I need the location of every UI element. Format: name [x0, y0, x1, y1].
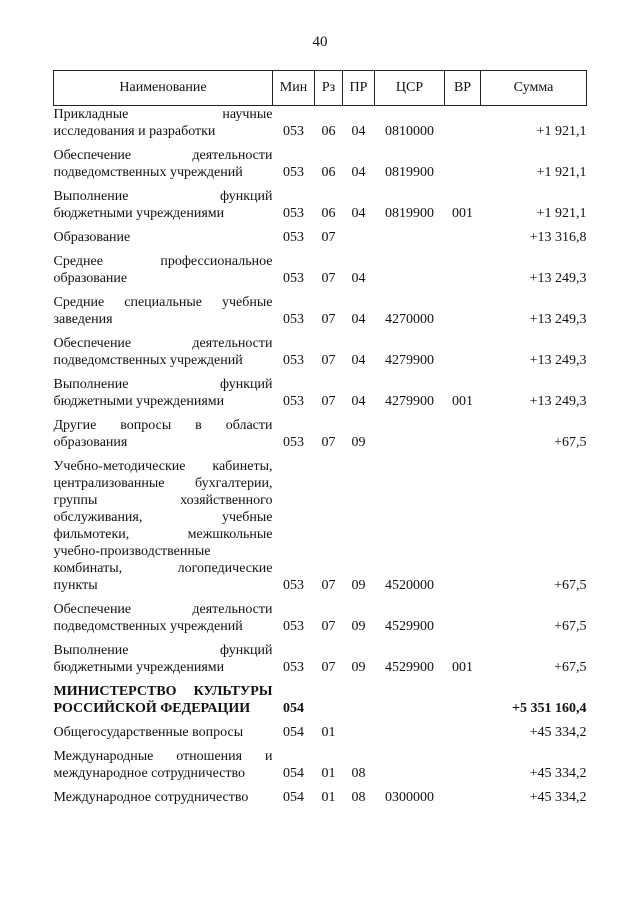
row-vr [445, 458, 481, 601]
row-name [54, 253, 273, 294]
row-csr: 4279900 [385, 353, 434, 368]
header-min: Мин [273, 71, 315, 106]
row-name-line: заведения [53, 312, 113, 327]
row-sum: +45 334,2 [529, 766, 587, 781]
row-name-line: образование [53, 271, 128, 286]
row-vr: 001 [452, 206, 473, 221]
row-vr [445, 335, 481, 376]
row-pr [343, 229, 375, 253]
row-name [54, 458, 273, 601]
row-vr [445, 294, 481, 335]
row-name [54, 724, 273, 748]
row-csr: 4270000 [385, 312, 434, 327]
table-row [54, 106, 587, 148]
row-min: 053 [283, 271, 304, 286]
row-sum: +13 249,3 [529, 271, 587, 286]
row-rz: 01 [321, 725, 336, 740]
row-name [54, 376, 273, 417]
row-rz: 07 [321, 660, 336, 675]
header-name: Наименование [54, 71, 273, 106]
row-name-line: международное сотрудничество [53, 766, 245, 781]
table-row [54, 642, 587, 683]
row-csr: 0819900 [385, 165, 434, 180]
table-header-row [54, 71, 587, 106]
row-sum: +67,5 [554, 619, 587, 634]
row-pr: 04 [351, 312, 366, 327]
row-name-line: централизованные бухгалтерии, [53, 476, 273, 491]
row-rz: 07 [321, 230, 336, 245]
row-pr [343, 724, 375, 748]
row-vr [445, 147, 481, 188]
row-min: 053 [283, 165, 304, 180]
row-pr: 09 [351, 660, 366, 675]
table-row [54, 335, 587, 376]
row-csr: 0819900 [385, 206, 434, 221]
row-sum: +13 316,8 [529, 230, 587, 245]
row-csr [375, 724, 445, 748]
row-name [54, 229, 273, 253]
row-pr: 04 [351, 394, 366, 409]
row-name-line: Другие вопросы в области [53, 418, 273, 433]
table-row [54, 601, 587, 642]
row-pr: 04 [351, 353, 366, 368]
row-name-line: Обеспечение деятельности [53, 336, 273, 351]
row-name-line: подведомственных учреждений [53, 619, 243, 634]
row-sum: +45 334,2 [529, 790, 587, 805]
row-name-line: Выполнение функций [53, 189, 273, 204]
row-name-line: Обеспечение деятельности [53, 148, 273, 163]
row-rz: 07 [321, 353, 336, 368]
table-row [54, 789, 587, 813]
row-name-line: МИНИСТЕРСТВО КУЛЬТУРЫ [53, 684, 273, 699]
row-sum: +67,5 [554, 660, 587, 675]
row-rz: 06 [321, 124, 336, 139]
row-pr: 09 [351, 578, 366, 593]
row-name-line: бюджетными учреждениями [53, 660, 225, 675]
row-vr [445, 724, 481, 748]
row-vr [445, 601, 481, 642]
table-row [54, 188, 587, 229]
row-name-line: группы хозяйственного [53, 493, 273, 508]
table-row [54, 724, 587, 748]
row-name-line: исследования и разработки [53, 124, 216, 139]
row-rz: 07 [321, 312, 336, 327]
row-vr: 001 [452, 660, 473, 675]
row-sum: +5 351 160,4 [512, 701, 587, 716]
row-csr [375, 683, 445, 724]
row-name-line: пункты [53, 578, 98, 593]
row-name-line: обслуживания, учебные [53, 510, 273, 525]
row-pr: 04 [351, 271, 366, 286]
row-min: 053 [283, 660, 304, 675]
header-pr: ПР [343, 71, 375, 106]
row-pr: 04 [351, 206, 366, 221]
row-sum: +1 921,1 [536, 165, 587, 180]
table-body [54, 106, 587, 814]
header-sum: Сумма [481, 71, 587, 106]
row-name-line: бюджетными учреждениями [53, 206, 225, 221]
row-csr: 0300000 [385, 790, 434, 805]
row-name-line: Выполнение функций [53, 643, 273, 658]
row-csr: 4529900 [385, 660, 434, 675]
budget-table [53, 70, 587, 813]
row-csr: 0810000 [385, 124, 434, 139]
table-row [54, 147, 587, 188]
row-vr [445, 417, 481, 458]
row-name-line: Прикладные научные [53, 107, 273, 122]
row-vr [445, 253, 481, 294]
table-row [54, 683, 587, 724]
row-csr [375, 417, 445, 458]
table-row [54, 376, 587, 417]
row-sum: +67,5 [554, 435, 587, 450]
row-name-line: подведомственных учреждений [53, 165, 243, 180]
row-rz: 06 [321, 206, 336, 221]
row-min: 053 [283, 394, 304, 409]
row-name-line: Общегосударственные вопросы [53, 725, 244, 740]
row-pr: 08 [351, 766, 366, 781]
row-sum: +45 334,2 [529, 725, 587, 740]
row-pr [343, 683, 375, 724]
row-pr: 04 [351, 165, 366, 180]
row-name [54, 188, 273, 229]
row-csr: 4529900 [385, 619, 434, 634]
row-rz: 07 [321, 435, 336, 450]
row-name-line: Международное сотрудничество [53, 790, 249, 805]
row-name [54, 335, 273, 376]
row-name [54, 789, 273, 813]
row-min: 053 [283, 578, 304, 593]
row-name-line: комбинаты, логопедические [53, 561, 273, 576]
row-min: 054 [283, 766, 304, 781]
header-vr: ВР [445, 71, 481, 106]
row-name-line: образования [53, 435, 128, 450]
row-name-line: бюджетными учреждениями [53, 394, 225, 409]
row-name [54, 147, 273, 188]
row-min: 054 [283, 725, 304, 740]
row-min: 053 [283, 353, 304, 368]
row-csr: 4520000 [385, 578, 434, 593]
row-sum: +67,5 [554, 578, 587, 593]
page-number: 40 [312, 34, 328, 50]
row-name-line: Образование [53, 230, 131, 245]
row-min: 053 [283, 619, 304, 634]
row-rz: 07 [321, 619, 336, 634]
row-min: 053 [283, 312, 304, 327]
row-rz: 07 [321, 271, 336, 286]
row-vr [445, 229, 481, 253]
row-rz: 01 [321, 790, 336, 805]
table-row [54, 748, 587, 789]
row-rz: 06 [321, 165, 336, 180]
row-name [54, 106, 273, 148]
row-name [54, 601, 273, 642]
row-name-line: фильмотеки, межшкольные [53, 527, 273, 542]
table-row [54, 458, 587, 601]
row-sum: +13 249,3 [529, 394, 587, 409]
row-sum: +1 921,1 [536, 206, 587, 221]
row-min: 053 [283, 435, 304, 450]
row-name-line: РОССИЙСКОЙ ФЕДЕРАЦИИ [53, 701, 251, 716]
row-min: 053 [283, 230, 304, 245]
row-vr [445, 106, 481, 148]
row-vr [445, 748, 481, 789]
table-row [54, 294, 587, 335]
row-name-line: Учебно-методические кабинеты, [53, 459, 273, 474]
row-name [54, 417, 273, 458]
header-rz: Рз [315, 71, 343, 106]
row-sum: +1 921,1 [536, 124, 587, 139]
row-min: 054 [283, 701, 304, 716]
row-pr: 04 [351, 124, 366, 139]
row-vr [445, 789, 481, 813]
row-name [54, 748, 273, 789]
row-name [54, 642, 273, 683]
row-csr: 4279900 [385, 394, 434, 409]
row-name-line: Среднее профессиональное [53, 254, 273, 269]
row-name-line: подведомственных учреждений [53, 353, 243, 368]
row-name-line: Выполнение функций [53, 377, 273, 392]
header-csr: ЦСР [375, 71, 445, 106]
row-name-line: учебно-производственные [53, 544, 211, 559]
row-name-line: Обеспечение деятельности [53, 602, 273, 617]
row-sum: +13 249,3 [529, 312, 587, 327]
table-row [54, 229, 587, 253]
row-rz [315, 683, 343, 724]
row-rz: 07 [321, 578, 336, 593]
row-pr: 08 [351, 790, 366, 805]
row-name-line: Средние специальные учебные [53, 295, 273, 310]
table-row [54, 253, 587, 294]
row-csr [375, 229, 445, 253]
row-rz: 07 [321, 394, 336, 409]
row-sum: +13 249,3 [529, 353, 587, 368]
row-min: 053 [283, 124, 304, 139]
row-pr: 09 [351, 435, 366, 450]
row-name [54, 683, 273, 724]
row-pr: 09 [351, 619, 366, 634]
row-csr [375, 748, 445, 789]
row-name [54, 294, 273, 335]
row-name-line: Международные отношения и [53, 749, 273, 764]
row-min: 053 [283, 206, 304, 221]
row-min: 054 [283, 790, 304, 805]
row-vr [445, 683, 481, 724]
row-csr [375, 253, 445, 294]
row-vr: 001 [452, 394, 473, 409]
table-row [54, 417, 587, 458]
row-rz: 01 [321, 766, 336, 781]
